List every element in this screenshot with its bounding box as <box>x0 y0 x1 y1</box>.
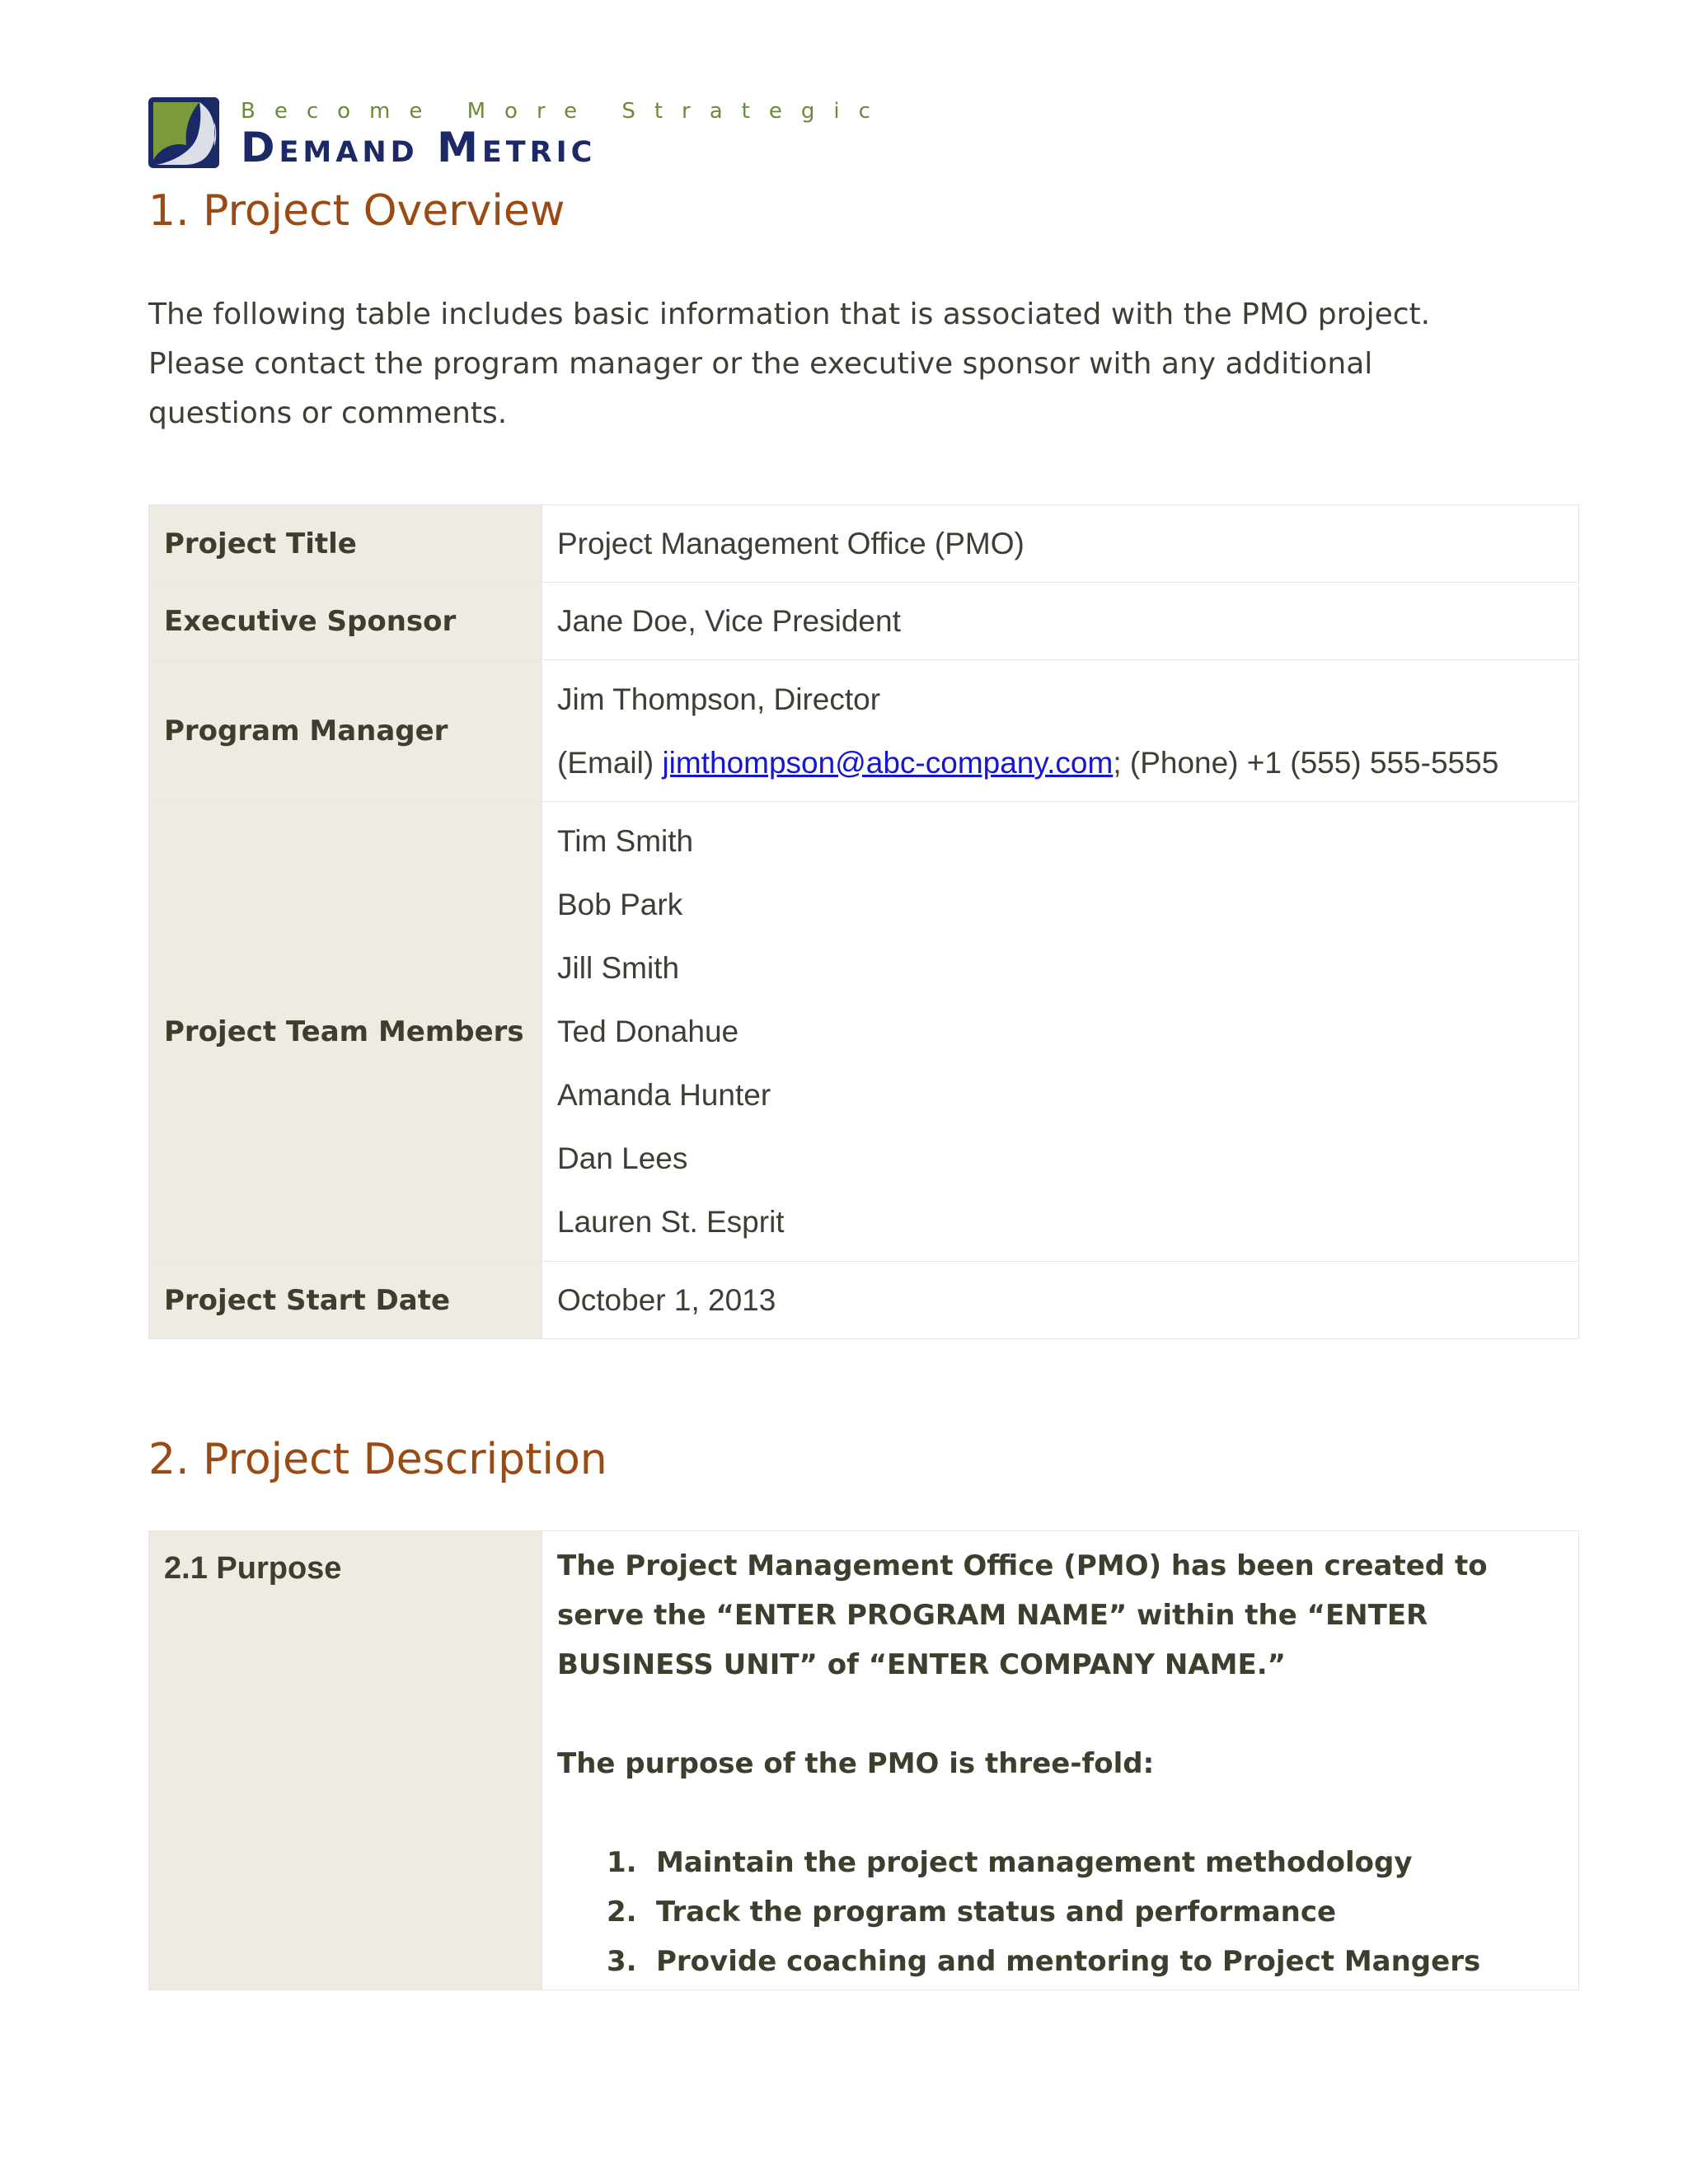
list-item-number: 3. <box>607 1945 637 1978</box>
purpose-body <box>542 1531 1579 1990</box>
project-overview-table <box>148 504 1579 1339</box>
project-title-value: Project Management Office (PMO) <box>542 505 1579 583</box>
demand-metric-logo <box>148 97 889 173</box>
executive-sponsor-label: Executive Sponsor <box>149 583 542 660</box>
table-row-start-date <box>149 1262 1579 1339</box>
project-title-label: Project Title <box>149 505 542 583</box>
list-item <box>607 1838 1564 1887</box>
program-manager-name: Jim Thompson, Director <box>557 682 881 716</box>
list-item-number: 2. <box>607 1896 637 1929</box>
list-item-text: Maintain the project management methodology <box>656 1846 1413 1879</box>
team-member: Amanda Hunter <box>557 1078 771 1112</box>
overview-intro-paragraph: The following table includes basic information that is associated with the PMO project. Please contact the program manager or the executive sponsor with any additional questions or comments. <box>148 298 1431 430</box>
email-prefix: (Email) <box>557 745 663 780</box>
program-manager-email-link[interactable]: jimthompson@abc-company.com <box>662 745 1114 780</box>
section-heading-overview: 1. Project Overview <box>148 186 565 236</box>
program-manager-label: Program Manager <box>149 660 542 802</box>
purpose-text: The Project Management Office (PMO) has been created to serve the “ENTER PROGRAM NAME” within the “ENTER BUSINESS UNIT” of “ENTER COMPANY NAME.” <box>557 1549 1488 1681</box>
table-row-purpose <box>149 1531 1579 1990</box>
table-row-team-members <box>149 802 1579 1262</box>
start-date-value: October 1, 2013 <box>542 1262 1579 1339</box>
purpose-label: 2.1 Purpose <box>149 1531 542 1990</box>
executive-sponsor-value: Jane Doe, Vice President <box>542 583 1579 660</box>
team-member: Dan Lees <box>557 1141 688 1175</box>
document-page <box>148 97 1579 1990</box>
list-item <box>607 1937 1564 1986</box>
team-member: Jill Smith <box>557 951 680 985</box>
team-member: Lauren St. Esprit <box>557 1205 785 1239</box>
logo-wordmark: Demand Metric <box>241 124 597 171</box>
project-description-table <box>148 1530 1579 1990</box>
team-member: Bob Park <box>557 888 683 921</box>
logo-tagline: Become More Strategic <box>241 99 889 124</box>
section-heading-description: 2. Project Description <box>148 1435 607 1484</box>
team-members-value <box>542 802 1579 1262</box>
team-members-label: Project Team Members <box>149 802 542 1262</box>
demand-metric-logo-icon <box>148 97 219 168</box>
list-item-text: Provide coaching and mentoring to Project Mangers <box>656 1945 1481 1978</box>
purpose-list <box>557 1838 1564 1986</box>
table-row-project-title <box>149 505 1579 583</box>
start-date-label: Project Start Date <box>149 1262 542 1339</box>
list-item-number: 1. <box>607 1846 637 1879</box>
program-manager-phone: ; (Phone) +1 (555) 555-5555 <box>1113 745 1499 780</box>
team-member: Ted Donahue <box>557 1015 739 1048</box>
list-item <box>607 1887 1564 1937</box>
team-member: Tim Smith <box>557 824 694 858</box>
program-manager-value <box>542 660 1579 802</box>
table-row-executive-sponsor <box>149 583 1579 660</box>
list-item-text: Track the program status and performance <box>656 1896 1337 1929</box>
table-row-program-manager <box>149 660 1579 802</box>
program-manager-contact <box>557 731 1564 794</box>
purpose-intro: The purpose of the PMO is three-fold: <box>557 1747 1155 1780</box>
